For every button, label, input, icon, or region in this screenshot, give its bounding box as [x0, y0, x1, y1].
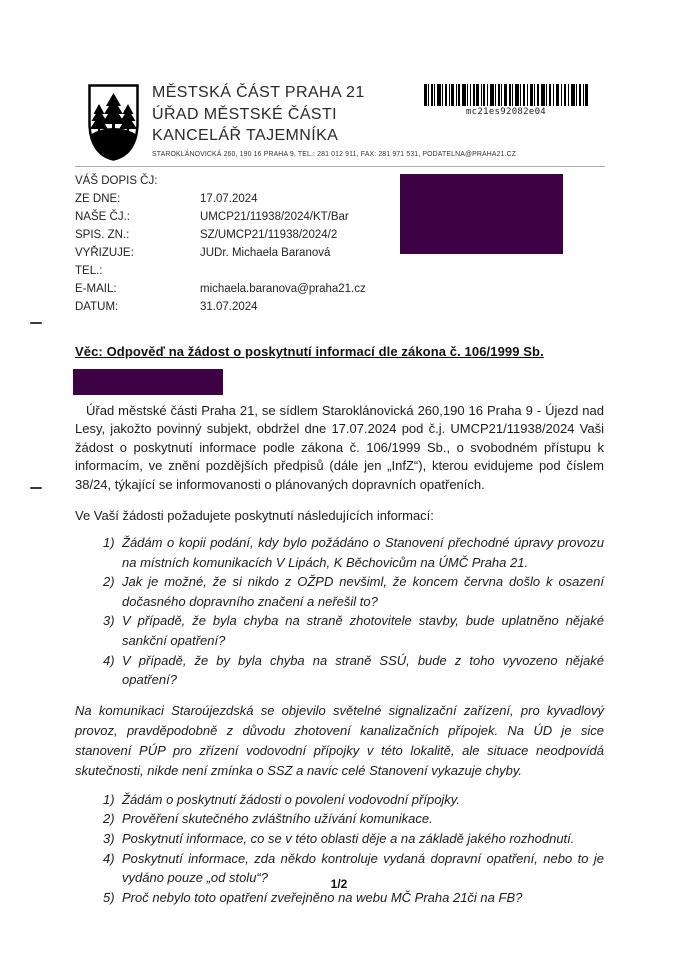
page-number: 1/2 — [330, 877, 348, 891]
letter-meta-block — [75, 172, 395, 316]
meta-value: 17.07.2024 — [200, 193, 258, 205]
header-divider — [75, 166, 605, 167]
meta-label: NAŠE ČJ.: — [75, 211, 130, 223]
list-item: Žádám o kopii podání, kdy bylo požádáno o Stanovení přechodné úpravy provozu na místních komunikacích V Lipách, K Běchovicům na ÚMČ Praha 21. — [122, 535, 604, 570]
coat-of-arms-logo — [87, 83, 140, 162]
meta-label: E-MAIL: — [75, 283, 117, 295]
barcode — [424, 84, 588, 117]
meta-row — [75, 298, 395, 316]
body-paragraph-2: Na komunikaci Staroújezdská se objevilo světelné signalizační zařízení, pro kyvadlový provoz, pravděpodobně z důvodu zhotovení kanalizačních přípojek. Na ÚD je sice stanovení PÚP pro zřízení vodovodní přípojky v této lokalitě, ale situace neodpovídá skutečnosti, nikde není zmínka o SSZ a navíc celé Stanovení vykazuje chyby. — [75, 702, 604, 778]
meta-row — [75, 226, 395, 244]
meta-value: michaela.baranova@praha21.cz — [200, 283, 366, 295]
body-paragraph-1: Úřad městské části Praha 21, se sídlem Staroklánovická 260,190 16 Praha 9 - Újezd nad Lesy, jakožto povinný subjekt, obdržel dne 17.07.2024 pod č.j. UMCP21/11938/2024 Vaši žádost o poskytnutí informace podle zákona č. 106/1999 Sb., o svobodném přístupu k informacím, ve znění pozdějších předpisů (dále jen „InfZ“), kterou evidujeme pod číslem 38/24, týkající se informovanosti o plánovaných dopravních opatřeních. — [75, 403, 604, 492]
list-item: Žádám o poskytnutí žádosti o povolení vodovodní přípojky. — [122, 791, 460, 807]
meta-value: JUDr. Michaela Baranová — [200, 247, 331, 259]
meta-label: DATUM: — [75, 301, 119, 313]
meta-label: SPIS. ZN.: — [75, 229, 130, 241]
list1-intro: Ve Vaší žádosti požadujete poskytnutí následujících informací: — [75, 508, 434, 524]
list-item: V případě, že by byla chyba na straně SSÚ, bude z toho vyvozeno nějaké opatření? — [122, 652, 604, 688]
list-item: Poskytnutí informace, zda někdo kontroluje vydaná dopravní opatření, nebo to je vydáno pouze „od stolu“? — [122, 850, 604, 886]
list-item: Prověření skutečného zvláštního užívání komunikace. — [122, 811, 433, 827]
meta-row — [75, 244, 395, 262]
meta-label: VYŘIZUJE: — [75, 247, 134, 259]
meta-label: TEL.: — [75, 265, 103, 277]
margin-mark — [30, 487, 42, 489]
meta-value: 31.07.2024 — [200, 301, 258, 313]
list-item: V případě, že byla chyba na straně zhotovitele stavby, bude uplatněno nějaké sankční opatření? — [122, 613, 604, 648]
meta-value: SZ/UMCP21/11938/2024/2 — [200, 229, 338, 241]
meta-row — [75, 280, 395, 298]
list-item: Poskytnutí informace, co se v této oblasti děje a na základě jakého rozhodnutí. — [122, 830, 575, 846]
list-item: Proč nebylo toto opatření zveřejněno na webu MČ Praha 21či na FB? — [122, 889, 523, 905]
letter-body — [75, 396, 604, 907]
redacted-name-block — [73, 369, 223, 395]
margin-mark — [30, 322, 42, 324]
meta-value: UMCP21/11938/2024/KT/Bar — [200, 211, 349, 223]
meta-row — [75, 262, 395, 280]
barcode-label: mc21es92082e04 — [465, 107, 547, 117]
org-name-line2: ÚŘAD MĚSTSKÉ ČÁSTI — [152, 105, 338, 123]
meta-label: ZE DNE: — [75, 193, 121, 205]
subject-line: Věc: Odpověď na žádost o poskytnutí informací dle zákona č. 106/1999 Sb. — [75, 344, 544, 359]
meta-row — [75, 172, 395, 190]
org-address-line: STAROKLÁNOVICKÁ 260, 190 16 PRAHA 9, TEL.: 281 012 911, FAX: 281 971 531, PODATELNA@PRAHA21.CZ — [152, 150, 517, 158]
org-name-line1: MĚSTSKÁ ČÁST PRAHA 21 — [152, 84, 365, 101]
list-item: Jak je možné, že si nikdo z OŽPD nevšiml, že koncem června došlo k osazení dočasného dopravního značení a neřešil to? — [122, 574, 604, 609]
barcode-bars-icon — [424, 84, 588, 106]
request-list-1 — [103, 533, 604, 690]
org-name-line3: KANCELÁŘ TAJEMNÍKA — [152, 127, 339, 144]
meta-label: VÁŠ DOPIS ČJ: — [75, 175, 158, 187]
meta-row — [75, 208, 395, 226]
redacted-recipient-block — [400, 174, 563, 254]
meta-row — [75, 190, 395, 208]
